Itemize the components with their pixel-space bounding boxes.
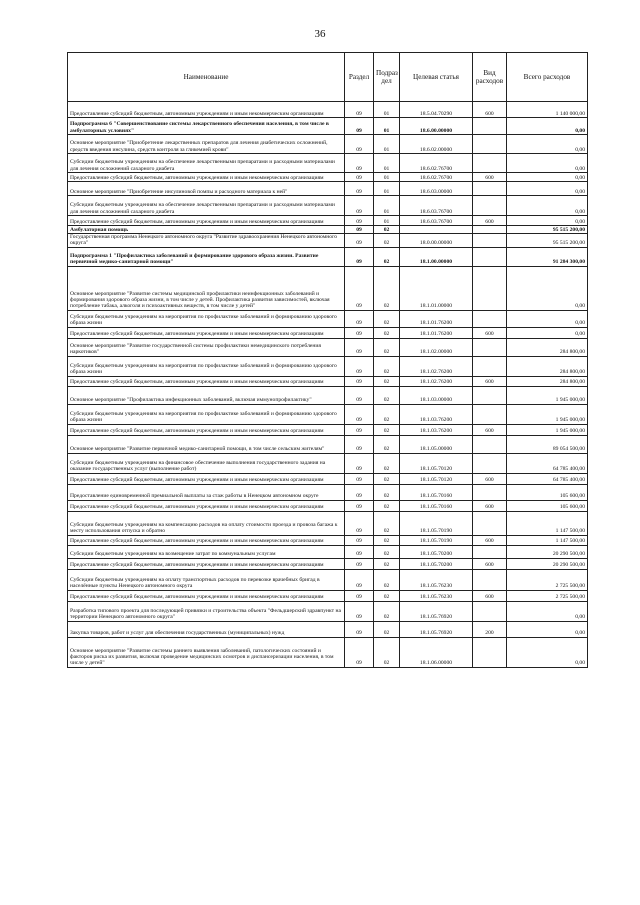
row-name: Субсидии бюджетным учреждениям на обеспечение лекарственными препаратами и расходными материалами для лечения осложнений сахарного диабета (68, 196, 345, 216)
row-vid: 600 (473, 500, 507, 511)
row-total: 0,00 (507, 196, 588, 216)
row-subsection: 02 (374, 234, 400, 248)
row-subsection: 01 (374, 118, 400, 135)
row-target: 18.1.05.00000 (400, 435, 473, 453)
row-total: 0,00 (507, 637, 588, 667)
row-subsection: 01 (374, 173, 400, 182)
table-row (68, 234, 588, 248)
row-target: 18.1.05.70190 (400, 535, 473, 545)
row-total: 0,00 (507, 601, 588, 621)
row-total: 1 945 000,00 (507, 424, 588, 435)
row-vid: 600 (473, 590, 507, 601)
row-name: Амбулаторная помощь (68, 226, 345, 234)
row-section: 09 (345, 569, 374, 590)
row-target: 18.1.00.00000 (400, 247, 473, 266)
row-subsection: 02 (374, 386, 400, 404)
row-section: 09 (345, 135, 374, 154)
row-vid (473, 601, 507, 621)
row-section: 09 (345, 234, 374, 248)
row-section: 09 (345, 453, 374, 473)
row-total: 95 515 200,00 (507, 226, 588, 234)
row-total: 64 785 400,00 (507, 473, 588, 484)
row-section: 09 (345, 338, 374, 356)
row-total: 0,00 (507, 182, 588, 196)
row-section: 09 (345, 196, 374, 216)
row-vid (473, 453, 507, 473)
row-target: 18.6.03.76700 (400, 196, 473, 216)
row-vid: 600 (473, 327, 507, 338)
row-total: 1 945 000,00 (507, 404, 588, 424)
row-vid (473, 545, 507, 558)
row-vid (473, 484, 507, 500)
row-vid: 200 (473, 621, 507, 637)
row-total: 105 600,00 (507, 500, 588, 511)
row-target: 18.1.05.76920 (400, 601, 473, 621)
row-total: 91 284 300,00 (507, 247, 588, 266)
row-vid (473, 569, 507, 590)
row-section: 09 (345, 435, 374, 453)
row-target: 18.6.02.76700 (400, 154, 473, 173)
row-section: 09 (345, 511, 374, 535)
row-target: 18.1.05.70120 (400, 453, 473, 473)
table-row (68, 386, 588, 404)
table-row (68, 435, 588, 453)
row-target: 18.1.01.76200 (400, 327, 473, 338)
row-section: 09 (345, 484, 374, 500)
header-target: Целевая статья (400, 53, 473, 102)
row-total: 284 800,00 (507, 356, 588, 376)
row-section: 09 (345, 102, 374, 118)
row-total: 1 140 000,00 (507, 102, 588, 118)
row-total: 1 147 500,00 (507, 535, 588, 545)
header-section: Раздел (345, 53, 374, 102)
row-target: 18.1.02.76200 (400, 356, 473, 376)
row-section: 09 (345, 500, 374, 511)
row-name: Закупка товаров, работ и услуг для обеспечения государственных (муниципальных) нужд (68, 621, 345, 637)
table-row (68, 118, 588, 135)
row-name: Субсидии бюджетным учреждениям на мероприятия по профилактике заболеваний и формированию здорового образа жизни (68, 310, 345, 327)
row-subsection: 02 (374, 484, 400, 500)
row-name: Основное мероприятие "Развитие государственной системы профилактики немедицинского потребления наркотиков" (68, 338, 345, 356)
table-row (68, 500, 588, 511)
row-subsection: 02 (374, 500, 400, 511)
table-row (68, 196, 588, 216)
row-name: Предоставление субсидий бюджетным, автономным учреждениям и иным некоммерческим организациям (68, 327, 345, 338)
row-subsection: 02 (374, 535, 400, 545)
row-vid (473, 135, 507, 154)
row-subsection: 02 (374, 356, 400, 376)
row-subsection: 02 (374, 376, 400, 386)
row-vid: 600 (473, 424, 507, 435)
row-target: 18.1.02.76200 (400, 376, 473, 386)
table-row (68, 338, 588, 356)
row-section: 09 (345, 637, 374, 667)
row-name: Предоставление субсидий бюджетным, автономным учреждениям и иным некоммерческим организациям (68, 376, 345, 386)
row-total: 0,00 (507, 266, 588, 310)
row-vid: 600 (473, 473, 507, 484)
row-section: 09 (345, 473, 374, 484)
header-subsection: Подраз дел (374, 53, 400, 102)
row-subsection: 01 (374, 154, 400, 173)
table-row (68, 182, 588, 196)
row-subsection: 02 (374, 404, 400, 424)
row-target: 18.5.04.70290 (400, 102, 473, 118)
table-row (68, 310, 588, 327)
row-target: 18.0.00.00000 (400, 234, 473, 248)
row-target: 18.6.03.00000 (400, 182, 473, 196)
row-name: Основное мероприятие "Профилактика инфекционных заболеваний, включая иммунопрофилактику" (68, 386, 345, 404)
row-total: 284 800,00 (507, 376, 588, 386)
row-vid (473, 154, 507, 173)
table-row (68, 621, 588, 637)
row-subsection: 02 (374, 435, 400, 453)
row-vid (473, 435, 507, 453)
row-vid (473, 234, 507, 248)
table-row (68, 376, 588, 386)
row-total: 0,00 (507, 154, 588, 173)
row-subsection: 01 (374, 182, 400, 196)
row-section: 09 (345, 310, 374, 327)
row-section: 09 (345, 266, 374, 310)
table-row (68, 135, 588, 154)
table-row (68, 535, 588, 545)
row-total: 284 800,00 (507, 338, 588, 356)
row-vid (473, 266, 507, 310)
row-vid: 600 (473, 376, 507, 386)
table-row (68, 637, 588, 667)
table-row (68, 558, 588, 569)
table-row (68, 511, 588, 535)
table-row (68, 102, 588, 118)
row-name: Основное мероприятие "Приобретение инсулиновой помпы и расходного материала к ней" (68, 182, 345, 196)
row-name: Предоставление субсидий бюджетным, автономным учреждениям и иным некоммерческим организациям (68, 590, 345, 601)
row-name: Субсидии бюджетным учреждениям на оплату транспортных расходов по перевозке врачебных бригад в населённые пункты Ненецкого автономного округа (68, 569, 345, 590)
row-vid (473, 386, 507, 404)
row-vid: 600 (473, 216, 507, 226)
row-subsection: 02 (374, 338, 400, 356)
row-vid: 600 (473, 558, 507, 569)
row-section: 09 (345, 386, 374, 404)
row-name: Основное мероприятие "Приобретение лекарственных препаратов для лечения диабетических осложнений, средств введения инсулина, средств контроля за гликемией крови" (68, 135, 345, 154)
row-target: 18.1.02.00000 (400, 338, 473, 356)
row-target (400, 226, 473, 234)
row-section: 09 (345, 154, 374, 173)
table-row (68, 424, 588, 435)
row-total: 1 147 500,00 (507, 511, 588, 535)
table-row (68, 569, 588, 590)
row-total: 20 290 500,00 (507, 545, 588, 558)
row-total: 89 054 500,00 (507, 435, 588, 453)
row-target: 18.6.00.00000 (400, 118, 473, 135)
row-subsection: 02 (374, 247, 400, 266)
row-subsection: 02 (374, 453, 400, 473)
row-name: Разработка типового проекта для последующей привязки и строительства объекта "Фельдшерский здравпункт на территории Ненецкого автономного округа" (68, 601, 345, 621)
row-name: Предоставление субсидий бюджетным, автономным учреждениям и иным некоммерческим организациям (68, 500, 345, 511)
row-target: 18.1.01.00000 (400, 266, 473, 310)
table-row (68, 226, 588, 234)
table-row (68, 601, 588, 621)
row-name: Субсидии бюджетным учреждениям на обеспечение лекарственными препаратами и расходными материалами для лечения осложнений сахарного диабета (68, 154, 345, 173)
row-target: 18.1.05.70200 (400, 545, 473, 558)
table-row (68, 266, 588, 310)
row-total: 0,00 (507, 118, 588, 135)
table-row (68, 154, 588, 173)
table-row (68, 247, 588, 266)
row-subsection: 02 (374, 558, 400, 569)
row-vid: 600 (473, 535, 507, 545)
row-vid (473, 118, 507, 135)
row-vid (473, 356, 507, 376)
row-vid (473, 247, 507, 266)
row-total: 1 945 000,00 (507, 386, 588, 404)
row-name: Предоставление субсидий бюджетным, автономным учреждениям и иным некоммерческим организациям (68, 473, 345, 484)
row-subsection: 01 (374, 196, 400, 216)
row-subsection: 02 (374, 424, 400, 435)
row-total: 20 290 500,00 (507, 558, 588, 569)
row-total: 2 725 500,00 (507, 569, 588, 590)
table-row (68, 473, 588, 484)
page-number: 36 (314, 28, 326, 40)
row-subsection: 02 (374, 545, 400, 558)
table-header-row (68, 53, 588, 102)
row-subsection: 02 (374, 569, 400, 590)
row-target: 18.1.03.00000 (400, 386, 473, 404)
row-vid (473, 404, 507, 424)
row-subsection: 02 (374, 590, 400, 601)
row-target: 18.6.02.76700 (400, 173, 473, 182)
row-name: Субсидии бюджетным учреждениям на финансовое обеспечение выполнения государственного задания на оказание государственных услуг (выполнение работ) (68, 453, 345, 473)
header-name: Наименование (68, 53, 345, 102)
row-target: 18.1.03.76200 (400, 424, 473, 435)
row-name: Предоставление субсидий бюджетным, автономным учреждениям и иным некоммерческим организациям (68, 216, 345, 226)
row-section: 09 (345, 226, 374, 234)
row-total: 64 785 400,00 (507, 453, 588, 473)
row-vid: 600 (473, 102, 507, 118)
row-name: Субсидии бюджетным учреждениям на мероприятия по профилактике заболеваний и формированию здорового образа жизни (68, 356, 345, 376)
row-vid: 600 (473, 173, 507, 182)
row-subsection: 02 (374, 621, 400, 637)
row-section: 09 (345, 424, 374, 435)
row-name: Основное мероприятие "Развитие первичной медико-санитарной помощи, в том числе сельским жителям" (68, 435, 345, 453)
row-total: 2 725 500,00 (507, 590, 588, 601)
row-section: 09 (345, 173, 374, 182)
row-subsection: 02 (374, 637, 400, 667)
row-name: Субсидии бюджетным учреждениям на компенсацию расходов на оплату стоимости проезда и провоза багажа к месту использования отпуска и обратно (68, 511, 345, 535)
row-name: Основное мероприятие "Развитие системы медицинской профилактики неинфекционных заболеваний и формирования здорового образа жизни, в том числе у детей. Профилактика развития зависимостей, включая потребление табака, алкоголя и психоактивных веществ, в том числе у детей" (68, 266, 345, 310)
table-row (68, 484, 588, 500)
row-target: 18.1.06.00000 (400, 637, 473, 667)
table-row (68, 404, 588, 424)
row-total: 0,00 (507, 216, 588, 226)
row-vid (473, 226, 507, 234)
row-vid (473, 196, 507, 216)
row-subsection: 02 (374, 266, 400, 310)
row-name: Подпрограмма 6 "Совершенствование системы лекарственного обеспечения населения, в том числе в амбулаторных условиях" (68, 118, 345, 135)
row-section: 09 (345, 182, 374, 196)
row-subsection: 01 (374, 102, 400, 118)
table-row (68, 590, 588, 601)
row-subsection: 02 (374, 473, 400, 484)
row-vid (473, 637, 507, 667)
row-section: 09 (345, 247, 374, 266)
row-target: 18.1.05.76230 (400, 590, 473, 601)
row-target: 18.1.01.76200 (400, 310, 473, 327)
row-name: Предоставление субсидий бюджетным, автономным учреждениям и иным некоммерческим организациям (68, 173, 345, 182)
row-vid (473, 182, 507, 196)
row-total: 0,00 (507, 621, 588, 637)
header-vid: Вид расходов (473, 53, 507, 102)
row-subsection: 01 (374, 135, 400, 154)
row-section: 09 (345, 621, 374, 637)
row-vid (473, 338, 507, 356)
row-total: 95 515 200,00 (507, 234, 588, 248)
row-name: Государственная программа Ненецкого автономного округа "Развитие здравоохранения Ненецкого автономного округа" (68, 234, 345, 248)
row-target: 18.1.05.70160 (400, 500, 473, 511)
row-name: Основное мероприятие "Развитие системы раннего выявления заболеваний, патологических состояний и факторов риска их развития, включая проведение медицинских осмотров и диспансеризации населения, в том числе у детей" (68, 637, 345, 667)
table-row (68, 453, 588, 473)
table-row (68, 327, 588, 338)
row-section: 09 (345, 327, 374, 338)
header-total: Всего расходов (507, 53, 588, 102)
row-target: 18.1.05.70120 (400, 473, 473, 484)
row-section: 09 (345, 545, 374, 558)
row-name: Предоставление субсидий бюджетным, автономным учреждениям и иным некоммерческим организациям (68, 558, 345, 569)
row-name: Субсидии бюджетным учреждениям на мероприятия по профилактике заболеваний и формированию здорового образа жизни (68, 404, 345, 424)
table-row (68, 173, 588, 182)
row-target: 18.1.05.70200 (400, 558, 473, 569)
row-target: 18.1.05.70190 (400, 511, 473, 535)
table-row (68, 356, 588, 376)
table-row (68, 216, 588, 226)
row-name: Предоставление субсидий бюджетным, автономным учреждениям и иным некоммерческим организациям (68, 535, 345, 545)
row-section: 09 (345, 216, 374, 226)
row-section: 09 (345, 404, 374, 424)
row-section: 09 (345, 376, 374, 386)
row-vid (473, 511, 507, 535)
row-subsection: 02 (374, 226, 400, 234)
row-section: 09 (345, 118, 374, 135)
budget-table (67, 52, 588, 668)
row-name: Подпрограмма 1 "Профилактика заболеваний и формирование здорового образа жизни. Развитие первичной медико-санитарной помощи" (68, 247, 345, 266)
row-subsection: 02 (374, 310, 400, 327)
row-subsection: 02 (374, 511, 400, 535)
row-total: 0,00 (507, 310, 588, 327)
row-target: 18.6.03.76700 (400, 216, 473, 226)
row-name: Субсидии бюджетным учреждениям на возмещение затрат по коммунальным услугам (68, 545, 345, 558)
row-target: 18.1.05.76230 (400, 569, 473, 590)
row-target: 18.1.05.70160 (400, 484, 473, 500)
row-name: Предоставление единовременной премиальной выплаты за стаж работы в Ненецком автономном округе (68, 484, 345, 500)
row-total: 105 600,00 (507, 484, 588, 500)
row-section: 09 (345, 558, 374, 569)
row-total: 0,00 (507, 327, 588, 338)
row-vid (473, 310, 507, 327)
row-subsection: 02 (374, 327, 400, 338)
row-subsection: 01 (374, 216, 400, 226)
row-total: 0,00 (507, 135, 588, 154)
table-row (68, 545, 588, 558)
row-subsection: 02 (374, 601, 400, 621)
row-name: Предоставление субсидий бюджетным, автономным учреждениям и иным некоммерческим организациям (68, 424, 345, 435)
row-section: 09 (345, 601, 374, 621)
row-section: 09 (345, 356, 374, 376)
row-target: 18.1.05.76920 (400, 621, 473, 637)
row-target: 18.6.02.00000 (400, 135, 473, 154)
row-name: Предоставление субсидий бюджетным, автономным учреждениям и иным некоммерческим организациям (68, 102, 345, 118)
row-target: 18.1.03.76200 (400, 404, 473, 424)
row-total: 0,00 (507, 173, 588, 182)
row-section: 09 (345, 535, 374, 545)
row-section: 09 (345, 590, 374, 601)
